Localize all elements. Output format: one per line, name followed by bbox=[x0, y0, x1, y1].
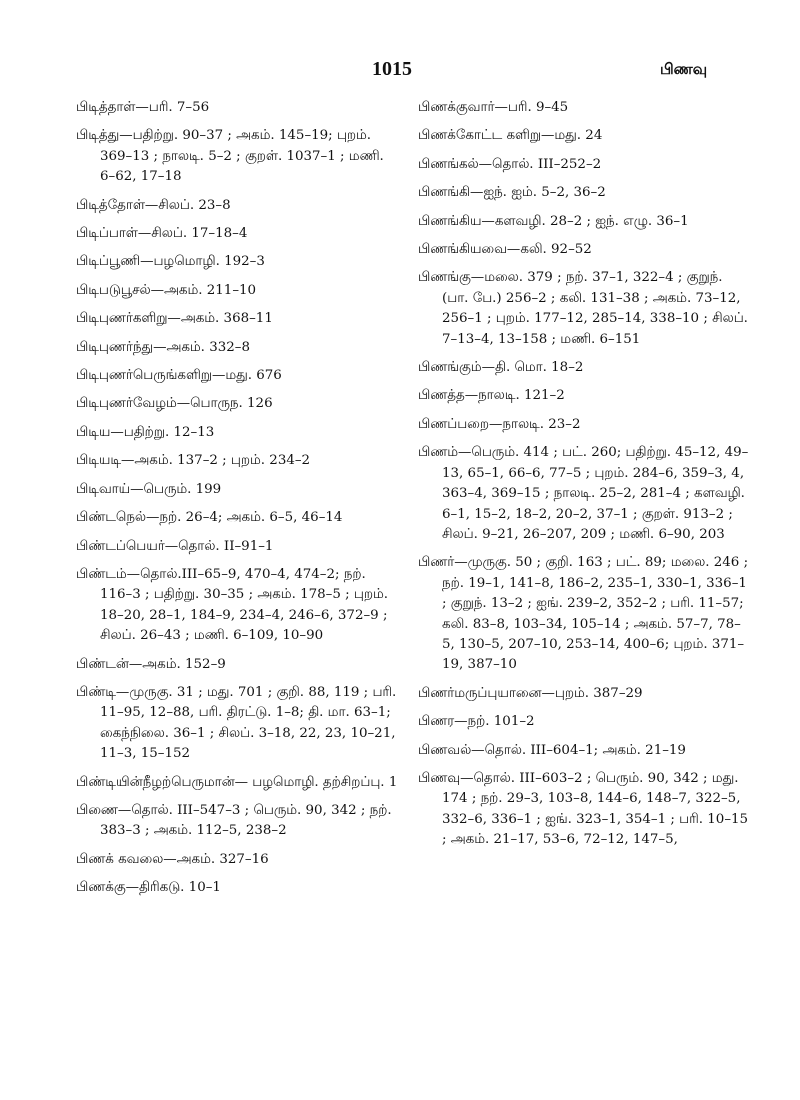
index-entry: பிணங்கியவை—கலி. 92–52 bbox=[418, 242, 592, 258]
index-entry: பிண்டநெல்—நற். 26–4; அகம். 6–5, 46–14 bbox=[76, 510, 343, 526]
index-entry: பிணர—நற். 101–2 bbox=[418, 714, 535, 730]
index-entry: பிணங்கு—மலை. 379 ; நற். 37–1, 322–4 ; குறுந். (பா. பே.) 256–2 ; கலி. 131–38 ; அகம். 73–12, 256–1 ; புறம். 177–12, 285–14, 338–10 ; சிலப். 7–13–4, 13–158 ; மணி. 6–151 bbox=[418, 270, 748, 347]
index-entry: பிணங்கல்—தொல். III–252–2 bbox=[418, 156, 602, 172]
left-column bbox=[76, 98, 402, 907]
index-entry: பிடிபுணர்களிறு—அகம். 368–11 bbox=[76, 311, 273, 327]
index-entry: பிணக்குவார்—பரி. 9–45 bbox=[418, 100, 569, 115]
page-header bbox=[0, 58, 800, 88]
index-entry: பிண்டியின்நீழற்பெருமான்— பழமொழி. தற்சிறப்பு. 1 bbox=[76, 774, 398, 790]
index-entry: பிணவல்—தொல். III–604–1; அகம். 21–19 bbox=[418, 742, 686, 758]
index-entry: பிண்டம்—தொல்.III–65–9, 470–4, 474–2; நற். 116–3 ; பதிற்று. 30–35 ; அகம். 178–5 ; புறம். 18–20, 28–1, 184–9, 234–4, 246–6, 372–9 ; சிலப். 26–43 ; மணி. 6–109, 10–90 bbox=[76, 566, 388, 644]
index-entry: பிடிபுணர்வேழம்—பொருந. 126 bbox=[76, 396, 273, 412]
running-head: பிணவு bbox=[660, 60, 708, 78]
index-entry: பிணங்கும்—தி. மொ. 18–2 bbox=[418, 360, 584, 376]
index-entry: பிடித்து—பதிற்று. 90–37 ; அகம். 145–19; புறம். 369–13 ; நாலடி. 5–2 ; குறள். 1037–1 ; மணி. 6–62, 17–18 bbox=[76, 128, 384, 185]
index-entry: பிடிபடுபூசல்—அகம். 211–10 bbox=[76, 282, 257, 298]
index-entry: பிணக் கவலை—அகம். 327–16 bbox=[76, 851, 269, 867]
index-entry: பிணவு—தொல். III–603–2 ; பெரும். 90, 342 ; மது. 174 ; நற். 29–3, 103–8, 144–6, 148–7, 322–5, 332–6, 336–1 ; ஐங். 323–1, 354–1 ; பரி. 10–15 ; அகம். 21–17, 53–6, 72–12, 147–5, bbox=[418, 770, 749, 848]
index-entry: பிண்டி—முருகு. 31 ; மது. 701 ; குறி. 88, 119 ; பரி. 11–95, 12–88, பரி. திரட்டு. 1–8; தி. மா. 63–1; கைந்நிலை. 36–1 ; சிலப். 3–18, 22, 23, 10–21, 11–3, 15–152 bbox=[76, 684, 397, 762]
index-entry: பிணை—தொல். III–547–3 ; பெரும். 90, 342 ; நற். 383–3 ; அகம். 112–5, 238–2 bbox=[76, 802, 392, 839]
index-entry: பிணர்—முருகு. 50 ; குறி. 163 ; பட். 89; மலை. 246 ; நற். 19–1, 141–8, 186–2, 235–1, 330–1, 336–1 ; குறுந். 13–2 ; ஐங். 239–2, 352–2 ; பரி. 11–57; கலி. 83–8, 103–34, 105–14 ; அகம். 57–7, 78–5, 130–5, 207–10, 253–14, 400–6; புறம். 371–19, 387–10 bbox=[418, 555, 749, 673]
index-entry: பிடிபுணர்பெருங்களிறு—மது. 676 bbox=[76, 368, 282, 384]
index-entry: பிணம்—பெரும். 414 ; பட். 260; பதிற்று. 45–12, 49–13, 65–1, 66–6, 77–5 ; புறம். 284–6, 359–3, 4, 363–4, 369–15 ; நாலடி. 25–2, 281–4 ; களவழி. 6–1, 15–2, 18–2, 20–2, 37–1 ; குறள். 913–2 ; சிலப். 9–21, 26–207, 209 ; மணி. 6–90, 203 bbox=[418, 445, 749, 542]
index-entry: பிணங்கிய—களவழி. 28–2 ; ஐந். எழு. 36–1 bbox=[418, 213, 689, 229]
index-entry: பிடிவாய்—பெரும். 199 bbox=[76, 481, 222, 497]
index-entry: பிடித்தாள்—பரி. 7–56 bbox=[76, 100, 210, 115]
index-entry: பிடிப்பாள்—சிலப். 17–18–4 bbox=[76, 226, 248, 242]
right-column bbox=[418, 98, 750, 859]
index-entry: பிடிபுணர்ந்து—அகம். 332–8 bbox=[76, 339, 250, 355]
index-entry: பிண்டன்—அகம். 152–9 bbox=[76, 656, 226, 672]
page-number: 1015 bbox=[372, 58, 412, 80]
index-entry: பிணக்கோட்ட களிறு—மது. 24 bbox=[418, 128, 603, 144]
index-entry: பிடிய—பதிற்று. 12–13 bbox=[76, 424, 215, 440]
index-entry: பிடித்தோள்—சிலப். 23–8 bbox=[76, 197, 231, 213]
index-entry: பிணங்கி—ஐந். ஐம். 5–2, 36–2 bbox=[418, 185, 606, 201]
index-entry: பிடிப்பூணி—பழமொழி. 192–3 bbox=[76, 254, 265, 270]
index-entry: பிணக்கு—திரிகடு. 10–1 bbox=[76, 880, 221, 896]
index-entry: பிண்டப்பெயர்—தொல். II–91–1 bbox=[76, 538, 274, 554]
index-entry: பிணத்த—நாலடி. 121–2 bbox=[418, 388, 565, 404]
index-entry: பிணப்பறை—நாலடி. 23–2 bbox=[418, 416, 581, 432]
index-entry: பிணர்மருப்புயானை—புறம். 387–29 bbox=[418, 685, 643, 701]
index-entry: பிடியடி—அகம். 137–2 ; புறம். 234–2 bbox=[76, 453, 311, 469]
